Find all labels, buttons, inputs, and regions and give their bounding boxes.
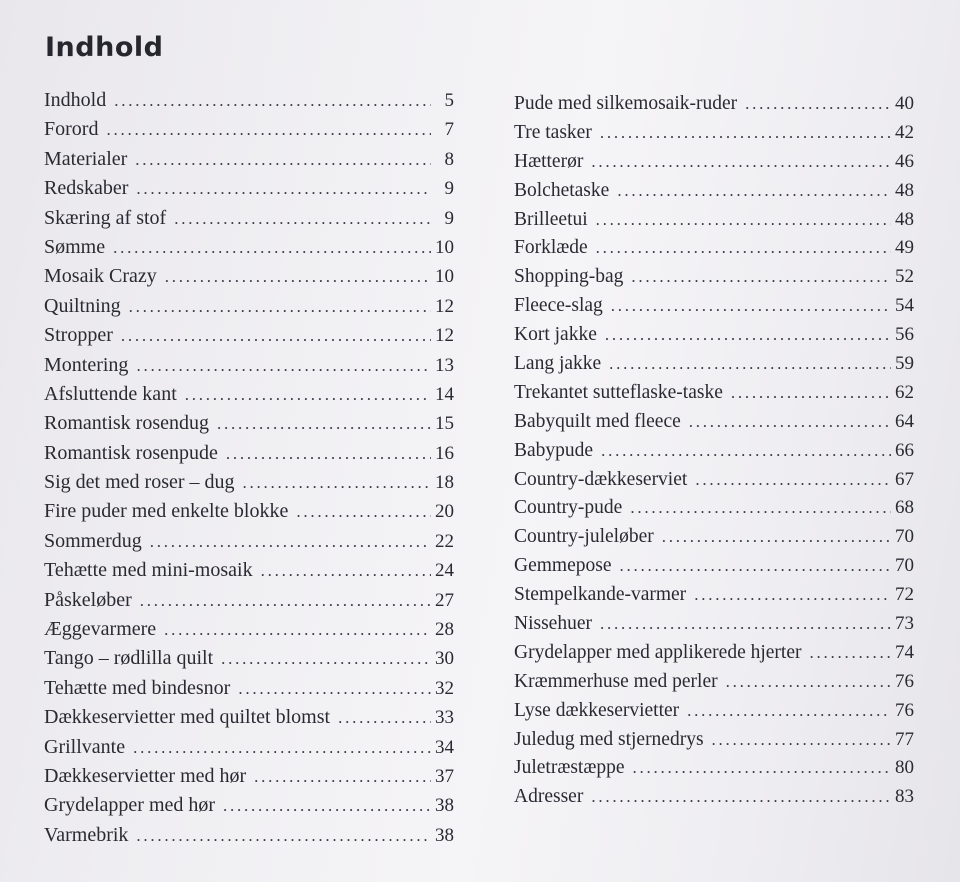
toc-entry-title: Babypude <box>514 439 594 461</box>
toc-entry <box>44 321 454 350</box>
toc-entry <box>514 378 914 407</box>
toc-entry <box>44 468 454 497</box>
toc-entry <box>44 586 454 615</box>
toc-entry-page: 70 <box>895 526 914 548</box>
toc-entry <box>514 667 914 696</box>
dot-leader <box>689 407 891 436</box>
toc-entry <box>514 118 914 147</box>
toc-entry-title: Brilleetui <box>514 208 588 230</box>
dot-leader <box>596 233 891 262</box>
toc-entry-title: Stempelkande-varmer <box>514 584 687 606</box>
toc-entry-title: Stropper <box>44 324 113 347</box>
toc-entry-page: 27 <box>435 589 454 611</box>
toc-entry-page: 83 <box>895 786 914 808</box>
toc-entry-page: 38 <box>435 795 454 817</box>
dot-leader <box>133 733 431 762</box>
toc-entry-title: Pude med silkemosaik-ruder <box>514 93 738 114</box>
toc-entry-title: Grillvante <box>44 735 126 758</box>
toc-entry-page: 12 <box>435 295 454 317</box>
toc-entry-page: 74 <box>895 641 914 663</box>
dot-leader <box>596 205 891 234</box>
dot-leader <box>136 821 431 850</box>
toc-entry <box>514 205 914 234</box>
toc-entry-title: Materialer <box>44 147 128 170</box>
toc-entry-title: Sig det med roser – dug <box>44 471 235 494</box>
dot-leader <box>694 580 891 609</box>
toc-entry-page: 56 <box>895 324 914 346</box>
dot-leader <box>687 696 891 725</box>
dot-leader <box>296 497 431 526</box>
dot-leader <box>238 674 431 703</box>
toc-entry-page: 73 <box>895 613 914 635</box>
toc-entry <box>44 174 454 203</box>
dot-leader <box>712 725 891 754</box>
toc-entry-page: 70 <box>895 555 914 577</box>
toc-entry-title: Fire puder med enkelte blokke <box>44 500 289 523</box>
dot-leader <box>631 262 891 291</box>
dot-leader <box>223 791 431 820</box>
toc-entry-title: Forklæde <box>514 237 588 259</box>
toc-entry-title: Lyse dækkeservietter <box>514 699 680 721</box>
toc-entry <box>44 115 454 144</box>
dot-leader <box>611 291 891 320</box>
dot-leader <box>217 409 431 438</box>
toc-entry-page: 77 <box>895 728 914 750</box>
toc-entry-page: 28 <box>435 619 454 641</box>
dot-leader <box>221 644 431 673</box>
toc-entry-page: 38 <box>435 824 454 846</box>
toc-entry <box>514 725 914 754</box>
toc-entry-title: Gemmepose <box>514 555 612 577</box>
dot-leader <box>113 233 431 262</box>
toc-entry-page: 30 <box>435 648 454 670</box>
dot-leader <box>726 667 891 696</box>
toc-entry-page: 20 <box>435 501 454 523</box>
toc-entry-page: 46 <box>895 150 914 172</box>
toc-entry-page: 66 <box>895 439 914 461</box>
toc-entry <box>44 791 454 820</box>
toc-entry-page: 7 <box>444 119 454 141</box>
toc-entry-title: Trekantet sutteflaske-taske <box>514 381 723 403</box>
toc-entry <box>44 380 454 409</box>
dot-leader <box>633 753 892 782</box>
toc-entry-page: 9 <box>444 178 454 200</box>
toc-entry-page: 13 <box>435 354 454 376</box>
toc-entry-page: 54 <box>895 295 914 317</box>
dot-leader <box>591 147 891 176</box>
toc-entry-title: Tehætte med mini-mosaik <box>44 559 253 582</box>
dot-leader <box>662 522 891 551</box>
toc-column-left <box>44 86 454 850</box>
toc-entry-page: 37 <box>435 765 454 787</box>
dot-leader <box>254 762 431 791</box>
toc-entry <box>44 644 454 673</box>
dot-leader <box>695 465 891 494</box>
toc-entry <box>514 436 914 465</box>
toc-entry-title: Bolchetaske <box>514 179 610 201</box>
toc-entry-title: Forord <box>44 118 99 141</box>
dot-leader <box>609 349 891 378</box>
toc-entry <box>514 262 914 291</box>
dot-leader <box>617 176 891 205</box>
toc-entry-title: Juledug med stjernedrys <box>514 728 704 750</box>
dot-leader <box>136 351 431 380</box>
dot-leader <box>106 115 431 144</box>
toc-entry <box>44 86 454 115</box>
toc-entry-title: Shopping-bag <box>514 266 624 288</box>
toc-entry-page: 64 <box>895 410 914 432</box>
toc-entry <box>44 821 454 850</box>
toc-entry-title: Babyquilt med fleece <box>514 410 681 432</box>
toc-entry <box>44 262 454 291</box>
toc-entry <box>44 703 454 732</box>
toc-entry-title: Sømme <box>44 235 106 258</box>
toc-entry <box>514 465 914 494</box>
toc-entry-page: 80 <box>895 757 914 779</box>
toc-entry-title: Quiltning <box>44 294 121 317</box>
dot-leader <box>600 609 891 638</box>
page-title: Indhold <box>45 32 164 63</box>
toc-entry <box>514 233 914 262</box>
dot-leader <box>135 145 431 174</box>
toc-entry-page: 72 <box>895 584 914 606</box>
toc-entry-title: Tehætte med bindesnor <box>44 676 231 699</box>
toc-entry-title: Hætterør <box>514 150 584 172</box>
dot-leader <box>338 703 431 732</box>
toc-entry <box>44 527 454 556</box>
toc-entry-page: 49 <box>895 237 914 259</box>
toc-entry-page: 22 <box>435 530 454 552</box>
toc-entry-page: 62 <box>895 381 914 403</box>
toc-entry <box>44 762 454 791</box>
toc-entry-title: Indhold <box>44 89 107 111</box>
toc-entry-title: Dækkeservietter med hør <box>44 764 247 787</box>
dot-leader <box>600 118 891 147</box>
toc-entry-title: Kort jakke <box>514 324 597 346</box>
dot-leader <box>619 551 891 580</box>
dot-leader <box>243 468 431 497</box>
toc-entry <box>514 580 914 609</box>
toc-entry-title: Adresser <box>514 786 584 808</box>
toc-entry-page: 14 <box>435 383 454 405</box>
toc-entry-page: 48 <box>895 208 914 230</box>
toc-entry-title: Afsluttende kant <box>44 382 177 405</box>
toc-entry <box>514 753 914 782</box>
toc-entry-title: Skæring af stof <box>44 206 167 229</box>
toc-entry <box>514 176 914 205</box>
toc-entry-title: Mosaik Crazy <box>44 265 157 288</box>
toc-entry <box>44 292 454 321</box>
toc-entry <box>514 349 914 378</box>
dot-leader <box>731 378 891 407</box>
dot-leader <box>185 380 431 409</box>
dot-leader <box>174 204 431 233</box>
toc-entry-title: Tre tasker <box>514 121 592 143</box>
toc-entry-page: 34 <box>435 736 454 758</box>
toc-entry-title: Grydelapper med hør <box>44 794 216 817</box>
toc-entry-page: 8 <box>444 148 454 170</box>
dot-leader <box>164 615 431 644</box>
toc-entry <box>514 89 914 118</box>
toc-entry <box>514 147 914 176</box>
toc-entry-page: 33 <box>435 707 454 729</box>
toc-entry-page: 68 <box>895 497 914 519</box>
toc-entry-page: 76 <box>895 670 914 692</box>
dot-leader <box>745 89 891 118</box>
toc-entry <box>514 407 914 436</box>
toc-entry-title: Country-dækkeserviet <box>514 468 688 490</box>
toc-entry-page: 40 <box>895 93 914 114</box>
toc-entry-page: 9 <box>444 207 454 229</box>
dot-leader <box>261 556 431 585</box>
toc-entry-title: Æggevarmere <box>44 618 157 641</box>
toc-entry-title: Romantisk rosendug <box>44 412 209 435</box>
toc-entry-title: Kræmmerhuse med perler <box>514 670 718 692</box>
toc-entry <box>44 145 454 174</box>
toc-entry-page: 18 <box>435 472 454 494</box>
dot-leader <box>140 586 431 615</box>
toc-entry <box>514 493 914 522</box>
toc-entry-title: Romantisk rosenpude <box>44 441 218 464</box>
toc-entry <box>514 696 914 725</box>
dot-leader <box>809 638 891 667</box>
toc-entry-page: 16 <box>435 442 454 464</box>
toc-entry-title: Varmebrik <box>44 823 129 846</box>
toc-entry-title: Country-pude <box>514 497 623 519</box>
toc-entry <box>514 638 914 667</box>
toc-entry <box>514 320 914 349</box>
toc-entry-page: 32 <box>435 677 454 699</box>
toc-entry <box>44 733 454 762</box>
toc-entry-title: Dækkeservietter med quiltet blomst <box>44 706 331 729</box>
toc-entry-title: Juletræstæppe <box>514 757 625 779</box>
toc-entry-page: 52 <box>895 266 914 288</box>
toc-entry <box>44 615 454 644</box>
toc-entry-title: Påskeløber <box>44 588 132 611</box>
toc-entry-title: Nissehuer <box>514 613 592 635</box>
toc-entry-page: 67 <box>895 468 914 490</box>
dot-leader <box>591 782 891 811</box>
dot-leader <box>129 292 431 321</box>
toc-entry-page: 76 <box>895 699 914 721</box>
toc-entry-title: Redskaber <box>44 177 129 200</box>
toc-entry-title: Montering <box>44 353 129 376</box>
toc-entry <box>514 782 914 811</box>
toc-entry-page: 10 <box>435 236 454 258</box>
dot-leader <box>630 493 891 522</box>
toc-entry <box>514 609 914 638</box>
toc-entry-page: 12 <box>435 325 454 347</box>
toc-entry-page: 15 <box>435 413 454 435</box>
toc-entry <box>44 233 454 262</box>
dot-leader <box>136 174 431 203</box>
toc-entry-page: 42 <box>895 121 914 143</box>
dot-leader <box>605 320 891 349</box>
toc-entry-page: 59 <box>895 353 914 375</box>
toc-entry <box>514 291 914 320</box>
toc-entry <box>44 204 454 233</box>
dot-leader <box>601 436 891 465</box>
dot-leader <box>114 86 431 115</box>
toc-entry <box>44 439 454 468</box>
toc-entry <box>514 522 914 551</box>
toc-entry-title: Fleece-slag <box>514 295 603 317</box>
toc-entry <box>44 674 454 703</box>
dot-leader <box>121 321 431 350</box>
dot-leader <box>165 262 431 291</box>
dot-leader <box>226 439 431 468</box>
toc-entry-title: Country-juleløber <box>514 526 654 548</box>
toc-entry <box>44 351 454 380</box>
toc-entry-title: Grydelapper med applikerede hjerter <box>514 641 802 663</box>
toc-entry-page: 48 <box>895 179 914 201</box>
toc-entry <box>44 556 454 585</box>
toc-entry-page: 24 <box>435 560 454 582</box>
toc-entry-title: Tango – rødlilla quilt <box>44 647 214 670</box>
dot-leader <box>150 527 431 556</box>
toc-entry <box>514 551 914 580</box>
toc-entry-title: Sommerdug <box>44 529 142 552</box>
toc-entry-page: 10 <box>435 266 454 288</box>
toc-column-right <box>514 89 914 811</box>
toc-entry <box>44 497 454 526</box>
toc-entry-page: 5 <box>444 90 454 111</box>
toc-entry-title: Lang jakke <box>514 353 602 375</box>
toc-entry <box>44 409 454 438</box>
